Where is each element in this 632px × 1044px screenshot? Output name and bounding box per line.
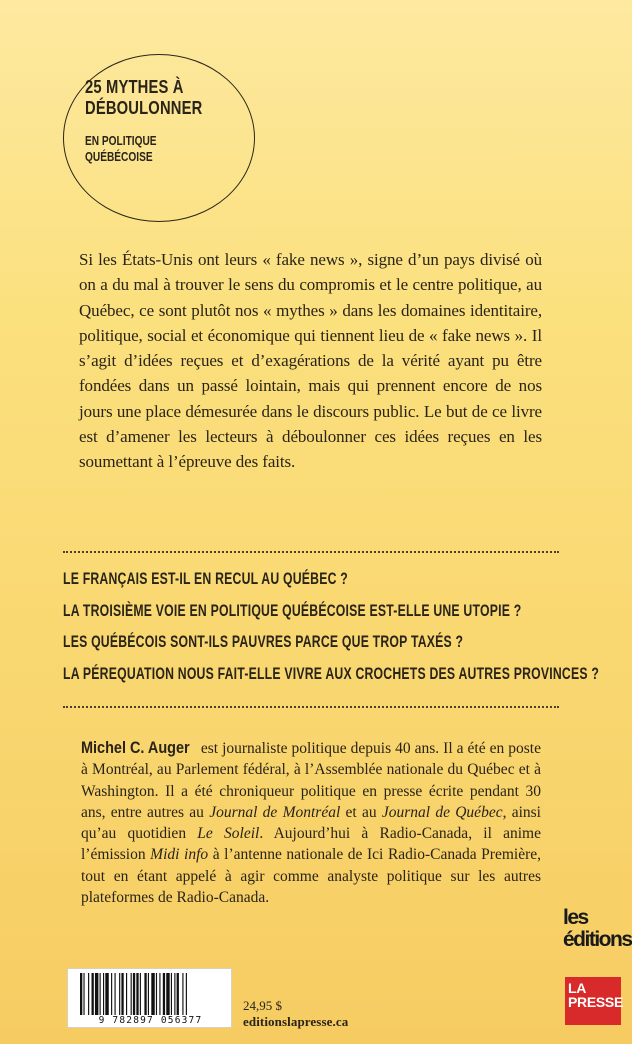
newspaper-title-1: Journal de Montréal	[209, 803, 341, 821]
question-item: LA TROISIÈME VOIE EN POLITIQUE QUÉBÉCOISE EST-ELLE UNE UTOPIE ?	[63, 600, 522, 620]
bio-text-3: , ainsi qu’au quotidien	[81, 803, 541, 843]
logo-word-les: les	[563, 906, 588, 929]
questions-list	[63, 569, 600, 695]
bio-text-5: à l’antenne nationale de Ici Radio-Canada Première, tout en étant appelé à agir comme analyste politique sur les autres plateformes de Radio-Canada.	[81, 846, 541, 907]
author-bio	[81, 737, 541, 908]
book-title-line-2: DÉBOULONNER	[85, 98, 203, 118]
book-subtitle	[85, 133, 157, 165]
logo-band-text: LA PRESSE	[568, 980, 623, 1010]
publisher-logo	[560, 905, 632, 1025]
isbn-barcode	[67, 968, 232, 1028]
bio-text-4: . Aujourd’hui à Radio-Canada, il anime l’émission	[81, 825, 541, 864]
price: 24,95 $	[243, 998, 282, 1013]
publisher-website: editionslapresse.ca	[243, 1014, 349, 1029]
back-cover-blurb: Si les États-Unis ont leurs « fake news », signe d’un pays divisé où on a du mal à trouver le sens du compromis et le centre politique, au Québec, ce sont plutôt nos « mythes » dans les domaines identitaire, politique, social et économique qui tiennent lieu de « fake news ». Il s’agit d’idées reçues et d’exagérations de la vérité ayant pu être fondées dans un passé lointain, mais qui prennent encore de nos jours une place démesurée dans le discours public. Le but de ce livre est d’amener les lecteurs à déboulonner ces idées reçues en les soumettant à l’épreuve des faits.	[79, 250, 542, 472]
author-name: Michel C. Auger	[81, 738, 190, 757]
publisher-logo-wordmark	[563, 907, 632, 951]
bio-text-1: est journaliste politique depuis 40 ans. Il a été en poste à Montréal, au Parlement fédéral, à l’Assemblée nationale du Québec et à Washington. Il a été chroniqueur politique en presse écrite pendant 30 ans, entre autres au	[81, 740, 541, 821]
barcode-bars	[68, 969, 233, 1017]
question-item: LA PÉREQUATION NOUS FAIT-ELLE VIVRE AUX CROCHETS DES AUTRES PROVINCES ?	[63, 663, 600, 683]
logo-word-editions: éditions	[563, 928, 632, 951]
book-subtitle-line-2: QUÉBÉCOISE	[85, 149, 153, 164]
newspaper-title-2: Journal de Québec	[381, 803, 503, 821]
dotted-divider-top	[63, 551, 559, 553]
book-subtitle-line-1: EN POLITIQUE	[85, 133, 157, 148]
newspaper-title-3: Le Soleil	[197, 825, 260, 843]
book-title	[85, 77, 202, 119]
logo-red-band	[565, 977, 621, 1025]
isbn-number: 9 782897 056377	[70, 1015, 231, 1026]
book-title-line-1: 25 MYTHES À	[85, 77, 184, 97]
dotted-divider-bottom	[63, 706, 559, 708]
bio-text-2: et au	[340, 803, 382, 821]
radio-show-title: Midi info	[150, 846, 209, 864]
question-item: LES QUÉBÉCOIS SONT-ILS PAUVRES PARCE QUE TROP TAXÉS ?	[63, 632, 464, 651]
question-item: LE FRANÇAIS EST-IL EN RECUL AU QUÉBEC ?	[63, 569, 348, 588]
title-badge	[63, 54, 255, 222]
